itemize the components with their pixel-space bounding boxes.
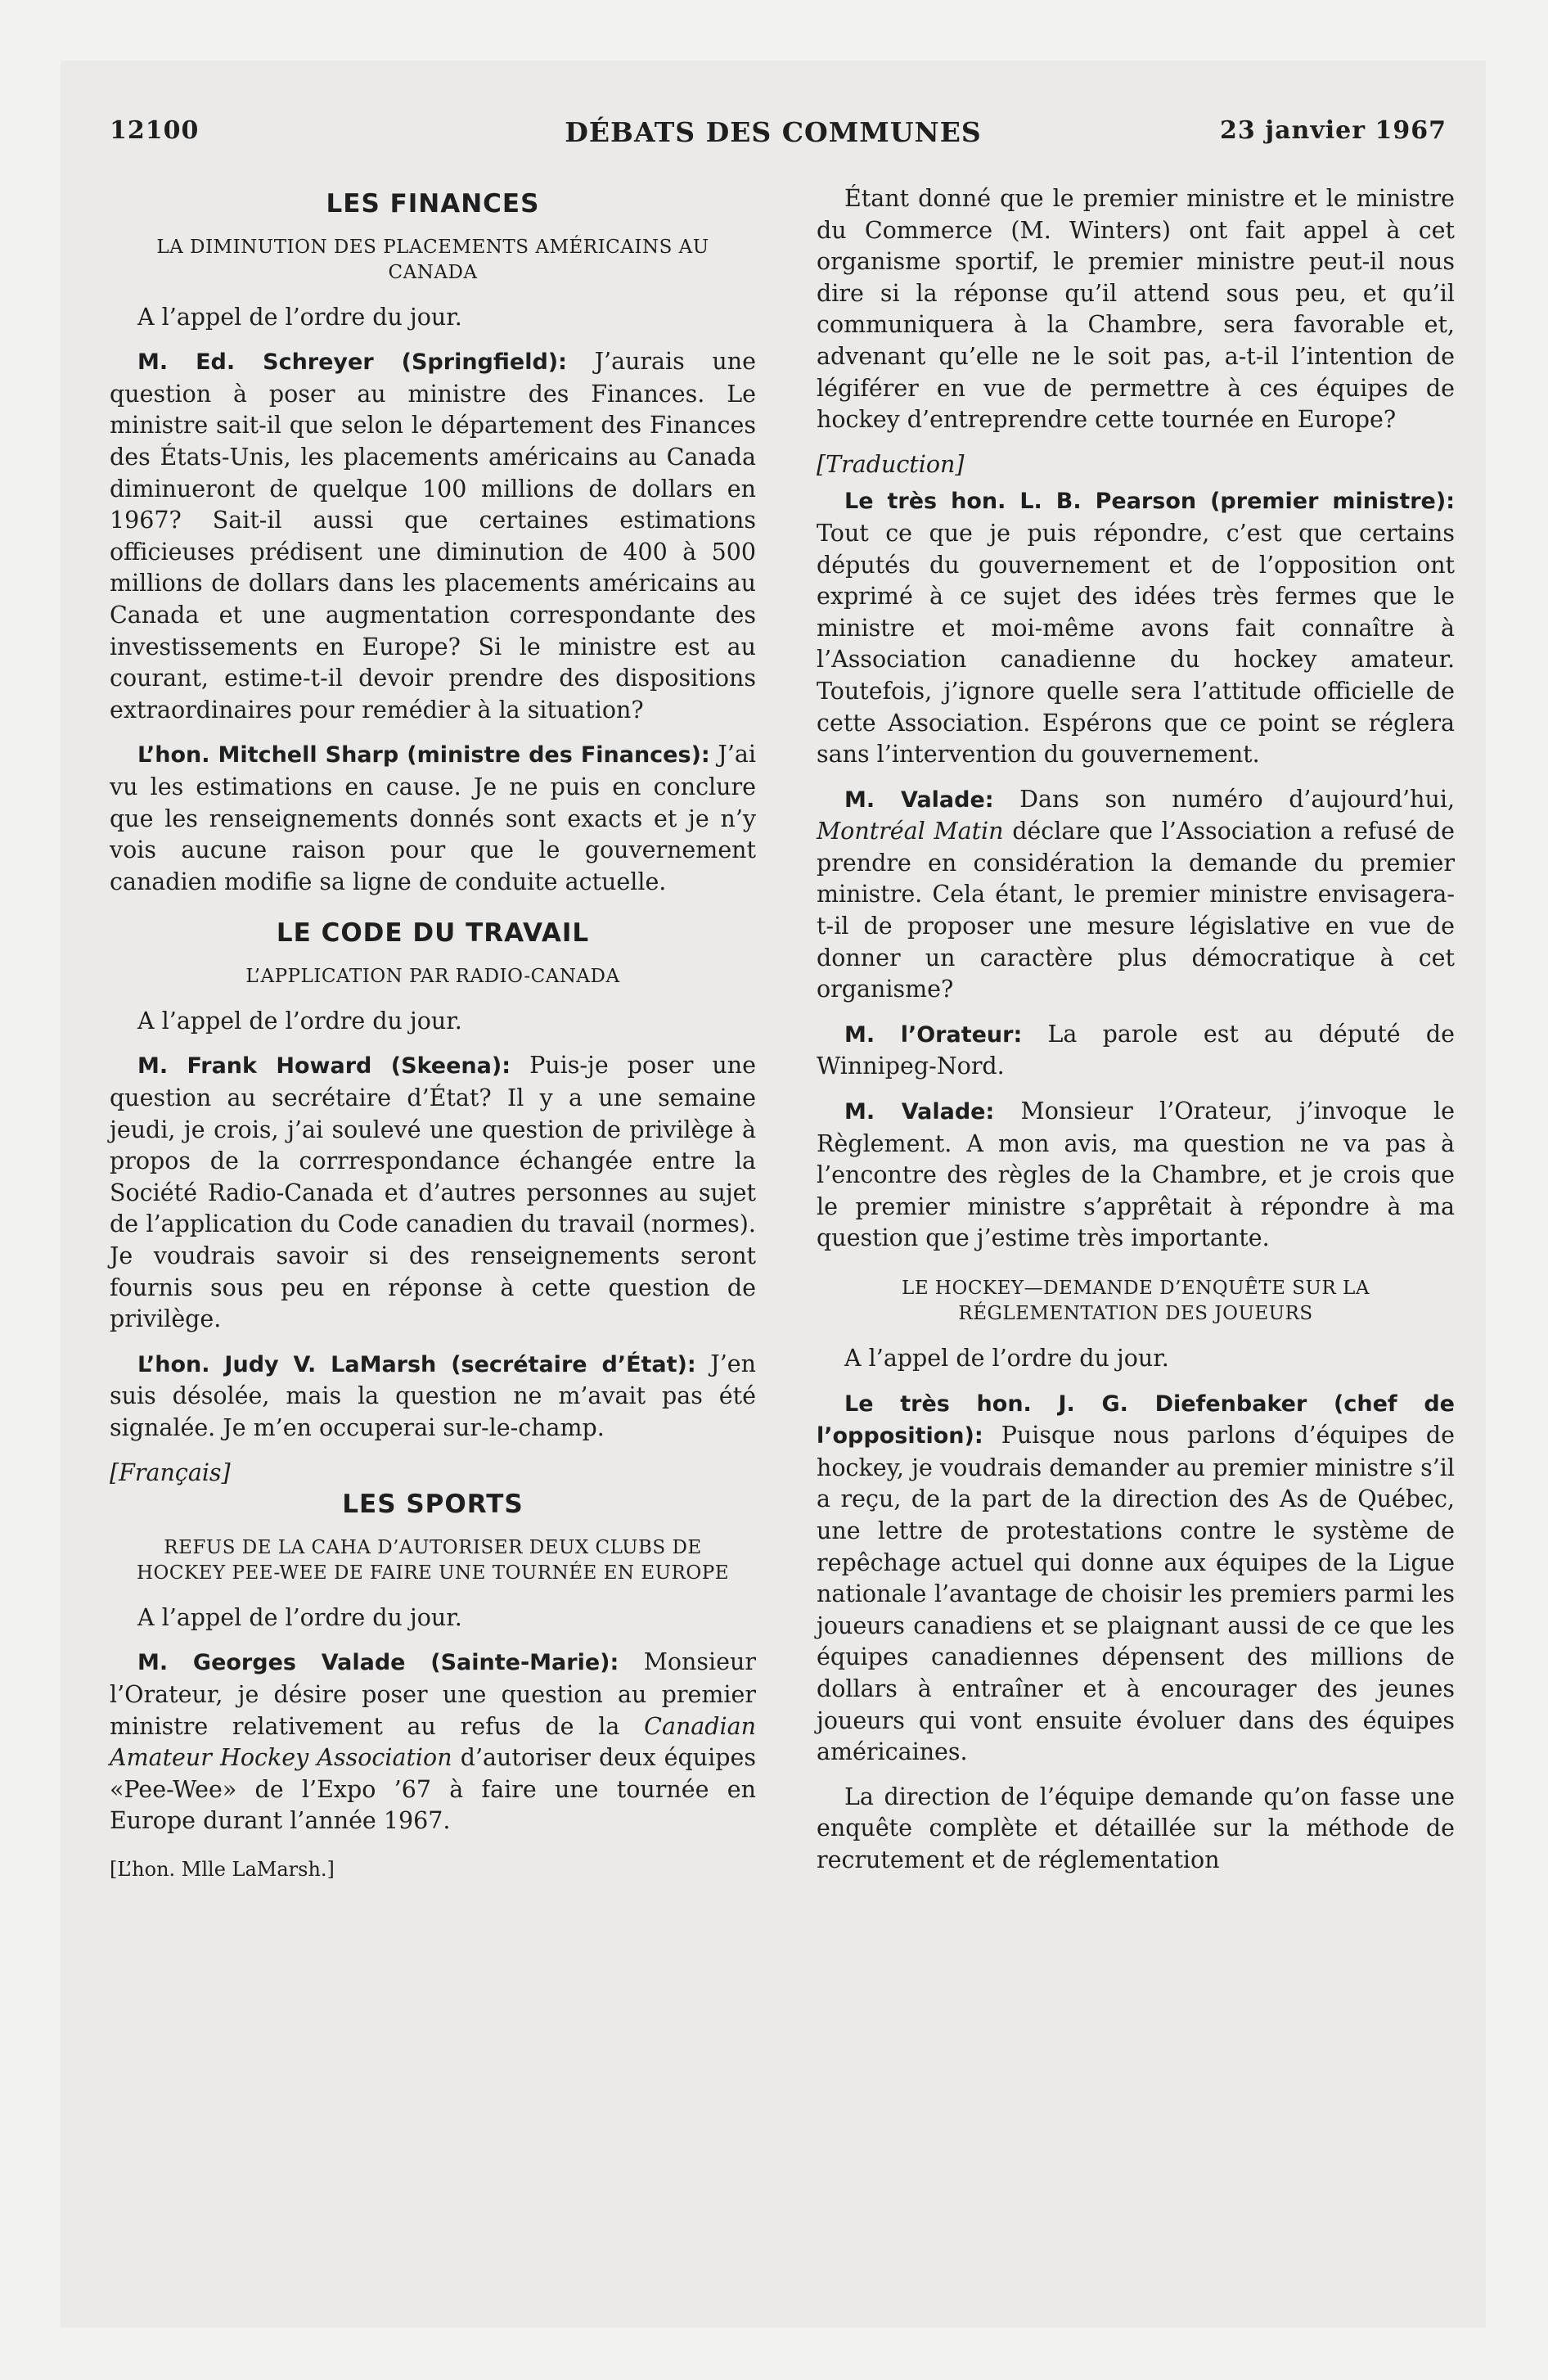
subsection-heading: L’APPLICATION PAR RADIO-CANADA xyxy=(245,965,620,987)
paragraph xyxy=(817,784,1455,1006)
speech-text: d’autoriser deux équipes «Pee-Wee» de l’Expo ’67 à faire une tournée en Europe durant l’année 1967. xyxy=(110,1744,756,1835)
speaker-name: L’hon. Mitchell Sharp (ministre des Finances): xyxy=(137,742,710,769)
paragraph: A l’appel de l’ordre du jour. xyxy=(137,1007,462,1034)
subsection-heading: LE HOCKEY—DEMANDE D’ENQUÊTE SUR LA RÉGLEMENTATION DES JOUEURS xyxy=(902,1278,1370,1324)
left-column xyxy=(110,183,756,1899)
language-marker: [Français] xyxy=(110,1458,231,1486)
page-header xyxy=(61,116,1486,157)
newspaper-name: Montréal Matin xyxy=(817,818,1004,845)
speaker-name: M. Valade: xyxy=(844,1099,995,1125)
speaker-name: Le très hon. J. G. Diefenbaker (chef de l’opposition): xyxy=(817,1391,1455,1449)
paragraph xyxy=(110,739,756,898)
paragraph: Étant donné que le premier ministre et le ministre du Commerce (M. Winters) ont fait appel à cet organisme sportif, le premier ministre peut-il nous dire si la réponse qu’il attend sous peu, et qu’il communiquera à la Chambre, sera favorable et, advenant qu’elle ne le soit pas, a-t-il l’intention de légiférer en vue de permettre à ces équipes de hockey d’entreprendre cette tournée en Europe? xyxy=(817,185,1455,434)
paragraph xyxy=(817,485,1455,770)
right-column xyxy=(817,183,1455,1890)
paragraph: A l’appel de l’ordre du jour. xyxy=(137,1603,462,1631)
paragraph xyxy=(110,1349,756,1445)
paragraph: A l’appel de l’ordre du jour. xyxy=(137,303,462,331)
speaker-name: L’hon. Judy V. LaMarsh (secrétaire d’État): xyxy=(137,1351,696,1377)
speaker-name: M. Valade: xyxy=(844,787,994,813)
speech-text: J’ai vu les estimations en cause. Je ne puis en conclure que les renseignements donnés sont exacts et je n’y vois aucune raison pour que le gouvernement canadien modifie sa ligne de conduite actuelle. xyxy=(110,741,757,895)
paragraph xyxy=(817,1096,1455,1255)
section-heading: LE CODE DU TRAVAIL xyxy=(276,918,590,949)
subsection-heading: LA DIMINUTION DES PLACEMENTS AMÉRICAINS AU CANADA xyxy=(156,236,709,283)
speaker-name: M. Ed. Schreyer (Springfield): xyxy=(137,349,567,376)
header-date: 23 janvier 1967 xyxy=(1220,116,1447,145)
subsection-heading: REFUS DE LA CAHA D’AUTORISER DEUX CLUBS DE HOCKEY PEE-WEE DE FAIRE UNE TOURNÉE EN EUROPE xyxy=(137,1536,729,1584)
speaker-name: M. Georges Valade (Sainte-Marie): xyxy=(137,1650,619,1676)
association-name: Canadian Amateur Hockey Association xyxy=(110,1712,756,1772)
section-heading: LES FINANCES xyxy=(326,189,540,219)
speech-text: déclare que l’Association a refusé de prendre en considération la demande du premier ministre. Cela étant, le premier ministre envisagera-t-il de proposer une mesure législative en vue de donner un caractère plus démocratique à cet organisme? xyxy=(817,818,1455,1003)
paragraph xyxy=(110,1050,756,1335)
section-heading: LES SPORTS xyxy=(342,1490,524,1520)
speech-text: La parole est au député de Winnipeg-Nord. xyxy=(817,1020,1456,1080)
speech-text: J’aurais une question à poser au ministre des Finances. Le ministre sait-il que selon le département des Finances des États-Unis, les placements américains au Canada diminueront de quelque 100 millions de dollars en 1967? Sait-il aussi que certaines estimations officieuses prédisent une diminution de 400 à 500 millions de dollars dans les placements américains au Canada et une augmentation correspondante des investissements en Europe? Si le ministre est au courant, estime-t-il devoir prendre des dispositions extraordinaires pour remédier à la situation? xyxy=(110,348,757,723)
language-marker: [Traduction] xyxy=(817,450,965,478)
paragraph xyxy=(110,346,756,726)
speaker-name: M. l’Orateur: xyxy=(844,1021,1023,1048)
paragraph xyxy=(817,1019,1455,1083)
paragraph xyxy=(110,1647,756,1837)
speech-text: Tout ce que je puis répondre, c’est que certains députés du gouvernement et de l’opposition ont exprimé à ce sujet des idées très fermes que le ministre et moi-même avons fait connaître à l’Association canadienne du hockey amateur. Toutefois, j’ignore quelle sera l’attitude officielle de cette Association. Espérons que ce point se réglera sans l’intervention du gouvernement. xyxy=(817,519,1455,769)
page xyxy=(61,61,1486,2328)
speaker-name: Le très hon. L. B. Pearson (premier ministre): xyxy=(844,489,1455,515)
speech-text: J’en suis désolée, mais la question ne m’avait pas été signalée. Je m’en occuperai sur-le-champ. xyxy=(110,1350,756,1441)
paragraph xyxy=(817,1388,1455,1769)
speech-text: Monsieur l’Orateur, je désire poser une question au premier ministre relativement au refus de la xyxy=(110,1648,757,1740)
paragraph: La direction de l’équipe demande qu’on fasse une enquête complète et détaillée sur la méthode de recrutement et de réglementation xyxy=(817,1783,1455,1873)
continuation-attribution: [L’hon. Mlle LaMarsh.] xyxy=(110,1857,335,1881)
speaker-name: M. Frank Howard (Skeena): xyxy=(137,1053,511,1080)
speech-text: Dans son numéro d’aujourd’hui, xyxy=(993,785,1456,813)
paragraph: A l’appel de l’ordre du jour. xyxy=(844,1345,1169,1372)
speech-text: Puis-je poser une question au secrétaire d’État? Il y a une semaine jeudi, je crois, j’ai soulevé une question de privilège à propos de la corrrespondance échangée entre la Société Radio-Canada et d’autres personnes au sujet de l’application du Code canadien du travail (normes). Je voudrais savoir si des renseignements seront fournis sous peu en réponse à cette question de privilège. xyxy=(110,1052,756,1333)
running-title: DÉBATS DES COMMUNES xyxy=(565,116,982,148)
page-number: 12100 xyxy=(110,116,200,145)
speech-text: Puisque nous parlons d’équipes de hockey, je voudrais demander au premier ministre s’il a reçu, de la part de la direction des As de Québec, une lettre de protestations contre le système de repêchage actuel qui donne aux équipes de la Ligue nationale l’avantage de choisir les premiers parmi les joueurs canadiens et se plaignant aussi de ce que les équipes canadiennes dépensent des millions de dollars à entraîner et à encourager des jeunes joueurs qui vont ensuite évoluer dans des équipes américaines. xyxy=(817,1422,1455,1766)
speech-text: Monsieur l’Orateur, j’invoque le Règlement. A mon avis, ma question ne va pas à l’encontre des règles de la Chambre, et je crois que le premier ministre s’apprêtait à répondre à ma question que j’estime très importante. xyxy=(817,1098,1455,1252)
